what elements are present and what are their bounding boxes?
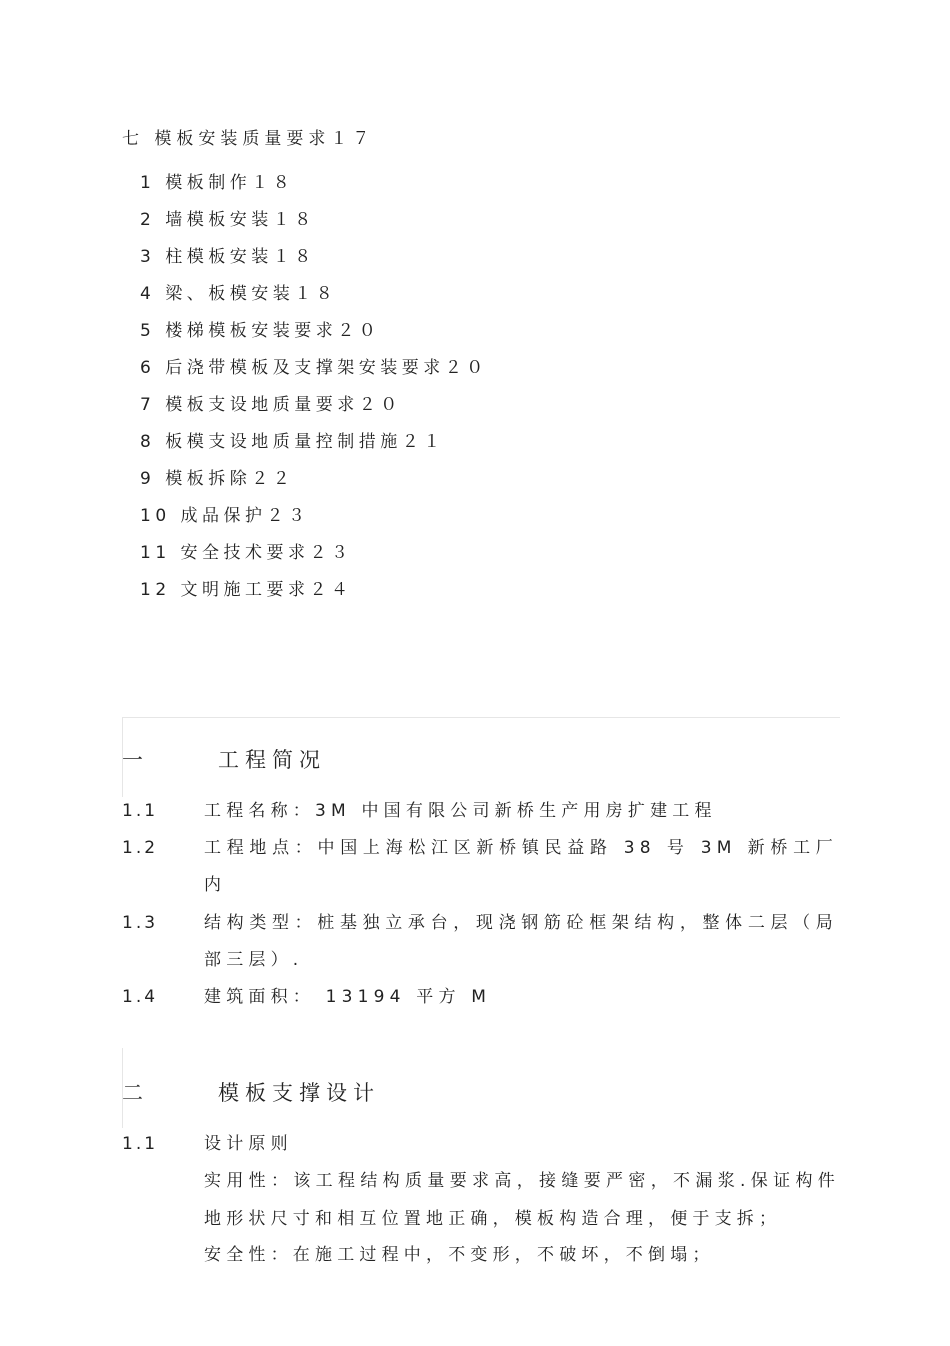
toc-item[interactable]: 12 文明施工要求２４ <box>140 580 353 600</box>
toc-item[interactable]: 2 墙模板安装１８ <box>140 210 316 230</box>
section-divider <box>122 717 840 718</box>
toc-item[interactable]: 5 楼梯模板安装要求２０ <box>140 321 381 341</box>
toc-item[interactable]: 11 安全技术要求２３ <box>140 543 353 563</box>
toc-item[interactable]: 1 模板制作１８ <box>140 173 295 193</box>
row-text: 结构类型：桩基独立承台，现浇钢筋砼框架结构，整体二层（局部三层）. <box>204 913 838 970</box>
toc-item[interactable]: 10 成品保护２３ <box>140 506 310 526</box>
section-title: 模板支撑设计 <box>218 1081 380 1105</box>
toc-item[interactable]: 9 模板拆除２２ <box>140 469 295 489</box>
toc-item[interactable]: 7 模板支设地质量要求２０ <box>140 395 402 415</box>
toc-item[interactable]: 4 梁、板模安装１８ <box>140 284 338 304</box>
row-number: 1.4 <box>122 987 159 1007</box>
row-number: 1.1 <box>122 1134 159 1154</box>
body-paragraph: 安全性：在施工过程中，不变形，不破坏，不倒塌； <box>204 1245 715 1265</box>
row-number: 1.1 <box>122 801 159 821</box>
body-paragraph: 实用性：该工程结构质量要求高，接缝要严密，不漏浆.保证构件地形状尺寸和相互位置地正确，模板构造合理，便于支拆； <box>204 1171 840 1229</box>
section-2-heading <box>122 1077 380 1107</box>
section-number: 二 <box>122 1081 149 1105</box>
toc-list <box>140 168 488 612</box>
row-number: 1.2 <box>122 838 159 858</box>
row-text: 工程名称：3M 中国有限公司新桥生产用房扩建工程 <box>204 801 717 821</box>
toc-item[interactable]: 8 板模支设地质量控制措施２１ <box>140 432 445 452</box>
section-title: 工程简况 <box>218 748 326 772</box>
section-number: 一 <box>122 748 149 772</box>
row-text: 工程地点：中国上海松江区新桥镇民益路 38 号 3M 新桥工厂内 <box>204 838 838 895</box>
toc-item[interactable]: 6 后浇带模板及支撑架安装要求２０ <box>140 358 488 378</box>
row-text: 建筑面积： 13194 平方 M <box>204 987 492 1007</box>
toc-heading: 七 模板安装质量要求１７ <box>122 129 375 149</box>
section-1-heading <box>122 744 326 774</box>
row-number: 1.3 <box>122 913 159 933</box>
toc-item[interactable]: 3 柱模板安装１８ <box>140 247 316 267</box>
row-text: 设计原则 <box>204 1134 293 1154</box>
